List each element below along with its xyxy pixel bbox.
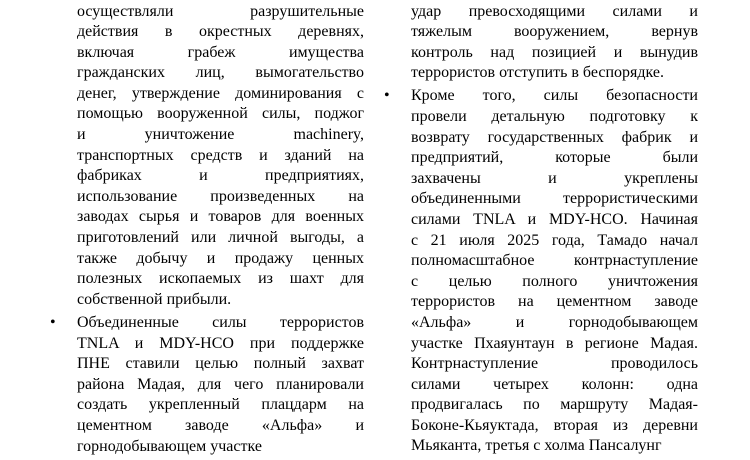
text-line: тяжелым вооружением, вернув — [411, 23, 698, 41]
text-line: захвачены и укреплены — [411, 169, 698, 187]
text-line: помощью вооруженной силы, поджог — [77, 105, 364, 123]
text-line: провели детальную подготовку к — [411, 107, 698, 125]
text-line: предприятий, которые были — [411, 149, 698, 167]
text-line: приготовлений или личной выгоды, а — [77, 229, 364, 247]
text-line: Объединенные силы террористов — [77, 314, 364, 331]
text-line: продвигалась по маршруту Мадая- — [411, 396, 698, 414]
text-line: транспортных средств и зданий на — [77, 146, 364, 164]
text-line: фабриках и предприятиях, — [77, 167, 364, 185]
text-line: включая грабеж имущества — [77, 43, 364, 61]
text-line: «Альфа» и горнодобывающем — [411, 313, 698, 331]
text-line: и уничтожение machinery, — [77, 126, 364, 144]
text-line: возврату государственных фабрик и — [411, 128, 698, 146]
text-line: силами четырех колонн: одна — [411, 375, 698, 393]
text-line: ПНЕ ставили целью полный захват — [77, 355, 364, 373]
text-line: действия в окрестных деревнях, — [77, 23, 364, 41]
text-line: заводах сырья и товаров для военных — [77, 208, 364, 226]
text-line: террористов на цементном заводе — [411, 293, 698, 311]
text-line: TNLA и MDY-HCO при поддержке — [77, 334, 364, 352]
text-line: полномасштабное контрнаступление — [411, 252, 698, 270]
text-line: с целью полного уничтожения — [411, 272, 698, 290]
text-line: силами TNLA и MDY-HCO. Начиная — [411, 210, 698, 228]
text-line: Кроме того, силы безопасности — [411, 87, 698, 105]
text-line: объединенными террористическими — [411, 190, 698, 208]
bullet-marker: • — [50, 314, 56, 331]
paragraph — [50, 313, 364, 457]
text-line: денег, утверждение доминирования с — [77, 84, 364, 102]
text-line: террористов отступить в беспорядке. — [411, 64, 664, 82]
text-line: контроль над позицией и вынудив — [411, 43, 698, 61]
text-line: участке Пхаяунтаун в регионе Мадая. — [411, 334, 698, 352]
text-line: осуществляли разрушительные — [77, 2, 364, 20]
text-line: с 21 июля 2025 года, Тамадо начал — [411, 231, 698, 249]
paragraph — [77, 2, 364, 311]
text-line: собственной прибыли. — [77, 290, 232, 308]
text-line: полезных ископаемых из шахт для — [77, 270, 364, 288]
bullet-marker: • — [384, 87, 390, 105]
text-line: также добычу и продажу ценных — [77, 249, 364, 267]
text-line: горнодобывающем участке — [77, 437, 262, 455]
paragraph — [384, 86, 698, 457]
text-line: использование произведенных на — [77, 187, 364, 205]
text-line: района Мадая, для чего планировали — [77, 375, 364, 393]
text-line: удар превосходящими силами и — [411, 2, 698, 20]
text-line: цементном заводе «Альфа» и — [77, 416, 364, 434]
text-line: Контрнаступление проводилось — [411, 355, 698, 373]
text-line: Мьяканта, третья с холма Пансалунг — [411, 437, 662, 455]
text-line: создать укрепленный плацдарм на — [77, 396, 364, 414]
text-line: Боконе-Кьяуктада, вторая из деревни — [411, 416, 698, 434]
paragraph — [411, 2, 698, 84]
text-line: гражданских лиц, вымогательство — [77, 64, 364, 82]
